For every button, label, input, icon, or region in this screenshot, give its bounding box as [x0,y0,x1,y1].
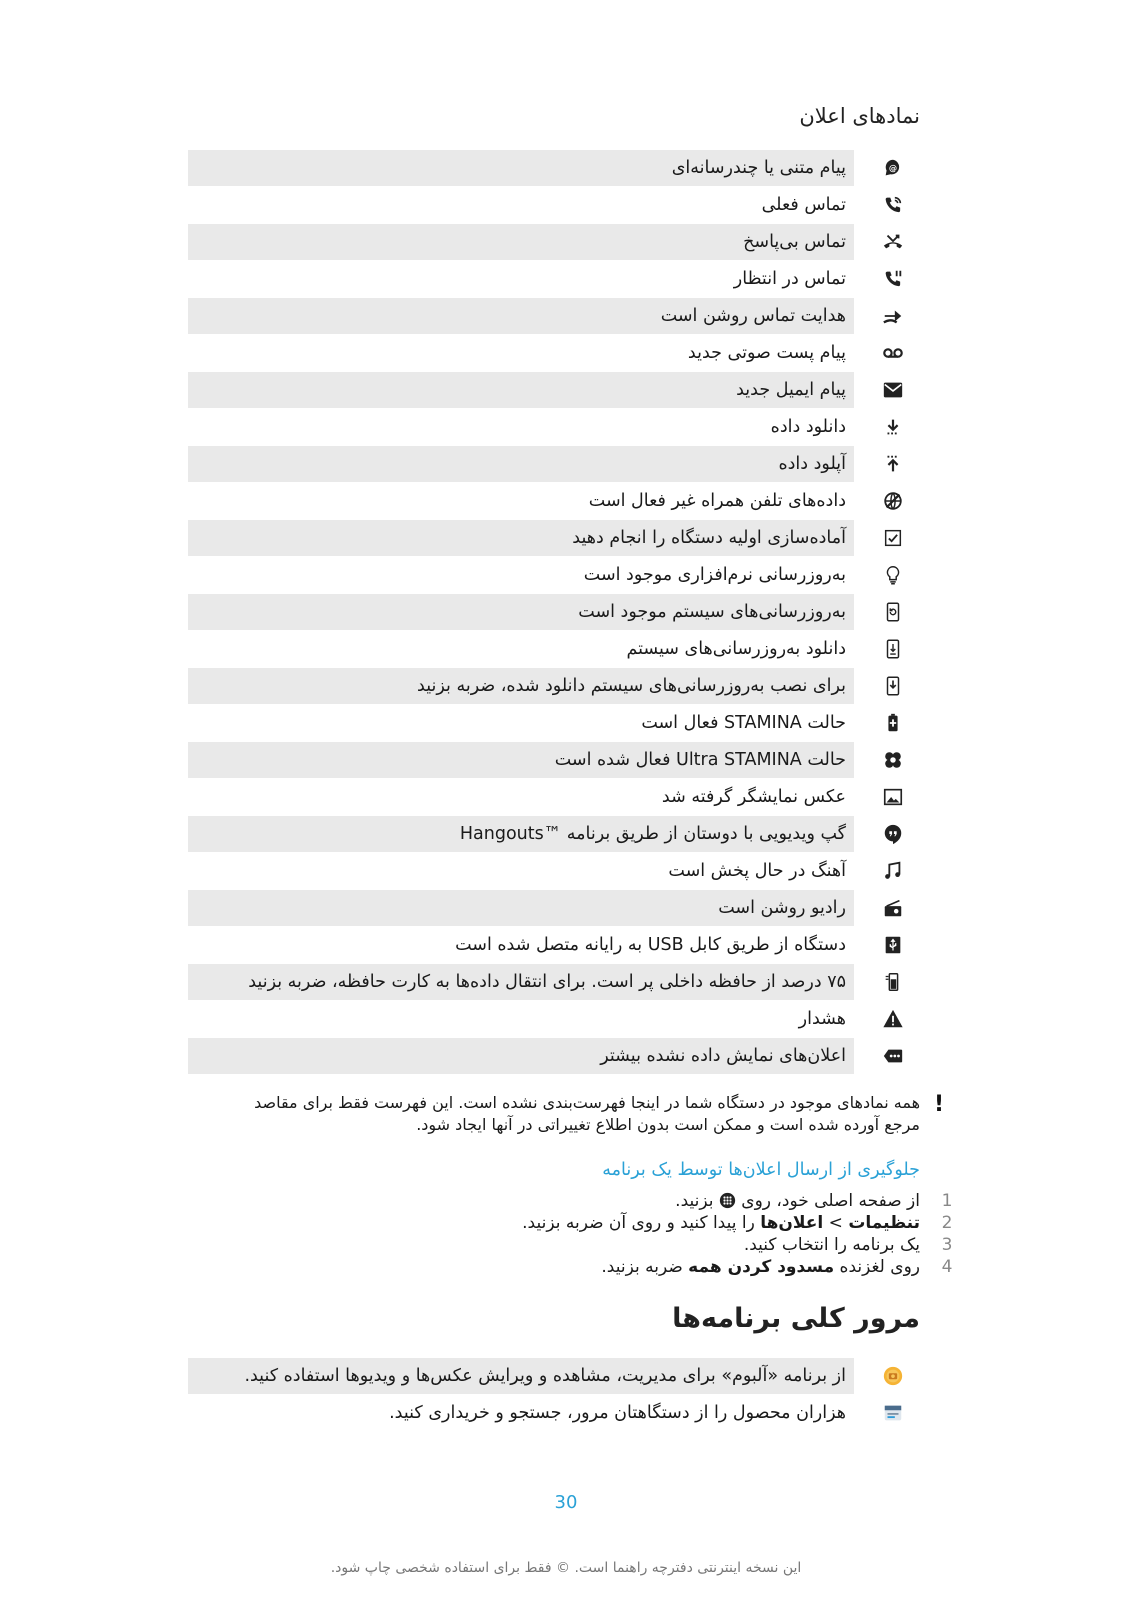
row-text: ۷۵ درصد از حافظه داخلی پر است. برای انتقال داده‌ها به کارت حافظه، ضربه بزنید [188,964,854,1000]
usb-icon [880,932,906,958]
icon-row [188,742,920,779]
row-text: هشدار [798,1009,846,1029]
icon-row [188,224,920,261]
step-number: 4 [941,1257,953,1277]
row-text: برای نصب به‌روزرسانی‌های سیستم دانلود شده، ضربه بزنید [188,668,854,704]
icon-row [188,187,920,224]
row-text: اعلان‌های نمایش داده نشده بیشتر [188,1038,854,1074]
subheading: جلوگیری از ارسال اعلان‌ها توسط یک برنامه [602,1160,920,1180]
icon-row [188,446,920,483]
call-on-hold-icon [880,266,906,292]
note-block [205,1092,945,1136]
block-all-label: مسدود کردن همه [688,1257,835,1277]
note-line-1: همه نمادهای موجود در دستگاه شما در اینجا فهرست‌بندی نشده است. این فهرست فقط برای مقاصد [254,1093,920,1112]
storage-full-icon [880,969,906,995]
note-line-2: مرجع آورده شده است و ممکن است بدون اطلاع تغییراتی در آنها ایجاد شود. [416,1115,920,1134]
row-text: پیام ایمیل جدید [188,372,854,408]
software-update-icon [880,562,906,588]
step-number: 3 [941,1235,953,1255]
icon-row [188,150,920,187]
row-text: رادیو روشن است [188,890,854,926]
steps-list [197,1190,957,1278]
call-forward-icon [880,303,906,329]
step-2 [197,1212,957,1234]
app-row [188,1395,920,1432]
icon-row [188,1038,920,1075]
icon-row [188,298,920,335]
store-app-icon [880,1400,906,1426]
row-text: به‌روزرسانی‌های سیستم موجود است [188,594,854,630]
icon-row [188,372,920,409]
row-text: از برنامه «آلبوم» برای مدیریت، مشاهده و ویرایش عکس‌ها و ویدیوها استفاده کنید. [188,1358,854,1394]
notifications-label: اعلان‌ها [760,1213,824,1233]
setup-check-icon [880,525,906,551]
app-overview-table [188,1358,920,1432]
missed-call-icon [880,229,906,255]
step-text: یک برنامه را انتخاب کنید. [743,1235,920,1255]
album-app-icon [880,1363,906,1389]
warning-icon [880,1006,906,1032]
apps-grid-icon [719,1192,736,1209]
row-text: به‌روزرسانی نرم‌افزاری موجود است [583,565,846,585]
screenshot-icon [880,784,906,810]
chat-bubble-icon [880,155,906,181]
icon-row [188,409,920,446]
music-note-icon [880,858,906,884]
row-text: آماده‌سازی اولیه دستگاه را انجام دهید [188,520,854,556]
row-text: دانلود به‌روزرسانی‌های سیستم [626,639,846,659]
icon-row [188,261,920,298]
icon-row [188,816,920,853]
radio-icon [880,895,906,921]
path-separator: > [823,1213,849,1233]
icon-row [188,890,920,927]
row-text: عکس نمایشگر گرفته شد [661,787,846,807]
settings-label: تنظیمات [848,1213,920,1233]
active-call-icon [880,192,906,218]
row-text: دانلود داده [770,417,846,437]
roaming-data-off-icon [880,488,906,514]
icon-row [188,1001,920,1038]
row-text: حالت STAMINA فعال است [641,713,846,733]
page-number: 30 [554,1492,578,1513]
row-text: آپلود داده [188,446,854,482]
system-update-icon [880,599,906,625]
step-3 [197,1234,957,1256]
footer-note: این نسخه اینترنتی دفترچه راهنما است. © فقط برای استفاده شخصی چاپ شود. [330,1560,802,1576]
stamina-battery-icon [880,710,906,736]
icon-row [188,779,920,816]
upload-icon [880,451,906,477]
icon-row [188,853,920,890]
ultra-stamina-icon [880,747,906,773]
app-row [188,1358,920,1395]
step-number: 1 [941,1191,953,1211]
step-1 [197,1190,957,1212]
row-text: تماس فعلی [761,195,846,215]
row-text: تماس بی‌پاسخ [188,224,854,260]
system-update-download-icon [880,636,906,662]
icon-row [188,668,920,705]
step-number: 2 [941,1213,953,1233]
section-title: نمادهای اعلان [799,104,920,128]
step-text-end: ضربه بزنید. [601,1257,689,1277]
svg-text:@: @ [888,163,898,174]
row-text: هزاران محصول را از دستگاهتان مرور، جستجو و خریداری کنید. [389,1403,846,1423]
icon-row [188,520,920,557]
row-text: پیام پست صوتی جدید [687,343,846,363]
exclamation-icon: ! [933,1092,945,1117]
step-4 [197,1256,957,1278]
more-notifications-icon [880,1043,906,1069]
row-text: گپ ویدیویی با دوستان از طریق برنامه ™Hangouts [188,816,854,852]
row-text: حالت Ultra STAMINA فعال شده است [188,742,854,778]
notification-icon-table [188,150,920,1075]
row-text: پیام متنی یا چندرسانه‌ای [188,150,854,186]
icon-row [188,631,920,668]
row-text: دستگاه از طریق کابل USB به رایانه متصل شده است [455,935,846,955]
overview-title: مرور کلی برنامه‌ها [672,1303,920,1334]
icon-row [188,964,920,1001]
step-text: روی لغزنده [834,1257,920,1277]
email-icon [880,377,906,403]
voicemail-icon [880,340,906,366]
step-text-end: را پیدا کنید و روی آن ضربه بزنید. [522,1213,761,1233]
row-text: تماس در انتظار [733,269,846,289]
row-text: هدایت تماس روشن است [188,298,854,334]
row-text: داده‌های تلفن همراه غیر فعال است [588,491,846,511]
step-text: از صفحه اصلی خود، روی [735,1191,920,1211]
hangouts-icon [880,821,906,847]
step-text-end: بزنید. [675,1191,719,1211]
icon-row [188,927,920,964]
icon-row [188,594,920,631]
icon-row [188,705,920,742]
icon-row [188,335,920,372]
icon-row [188,483,920,520]
download-icon [880,414,906,440]
icon-row [188,557,920,594]
system-update-install-icon [880,673,906,699]
row-text: آهنگ در حال پخش است [668,861,846,881]
